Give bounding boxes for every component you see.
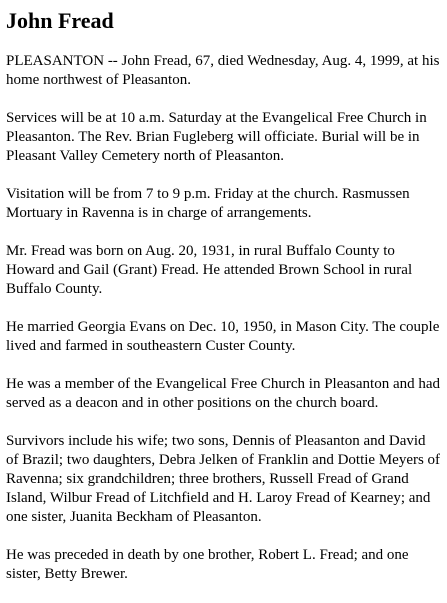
paragraph-birth: Mr. Fread was born on Aug. 20, 1931, in rural Buffalo County to Howard and Gail (Grant) Fread. He attended Brown School in rural Buffalo County. <box>6 243 413 297</box>
paragraph-death-notice: PLEASANTON -- John Fread, 67, died Wednesday, Aug. 4, 1999, at his home northwest of Pleasanton. <box>6 53 440 88</box>
paragraph-preceded-in-death: He was preceded in death by one brother, Robert L. Fread; and one sister, Betty Brewer. <box>6 547 409 582</box>
page-title: John Fread <box>6 8 114 33</box>
paragraph-services: Services will be at 10 a.m. Saturday at the Evangelical Free Church in Pleasanton. The Rev. Brian Fugleberg will officiate. Burial will be in Pleasant Valley Cemetery north of Pleasanton. <box>6 110 427 164</box>
paragraph-survivors: Survivors include his wife; two sons, Dennis of Pleasanton and David of Brazil; two daughters, Debra Jelken of Franklin and Dottie Meyers of Ravenna; six grandchildren; three brothers, Russell Fread of Grand Island, Wilbur Fread of Litchfield and H. Laroy Fread of Kearney; and one sister, Juanita Beckham of Pleasanton. <box>6 433 441 525</box>
paragraph-visitation: Visitation will be from 7 to 9 p.m. Friday at the church. Rasmussen Mortuary in Ravenna is in charge of arrangements. <box>6 186 410 221</box>
paragraph-church-membership: He was a member of the Evangelical Free Church in Pleasanton and had served as a deacon and in other positions on the church board. <box>6 376 441 411</box>
paragraph-marriage: He married Georgia Evans on Dec. 10, 1950, in Mason City. The couple lived and farmed in southeastern Custer County. <box>6 319 440 354</box>
